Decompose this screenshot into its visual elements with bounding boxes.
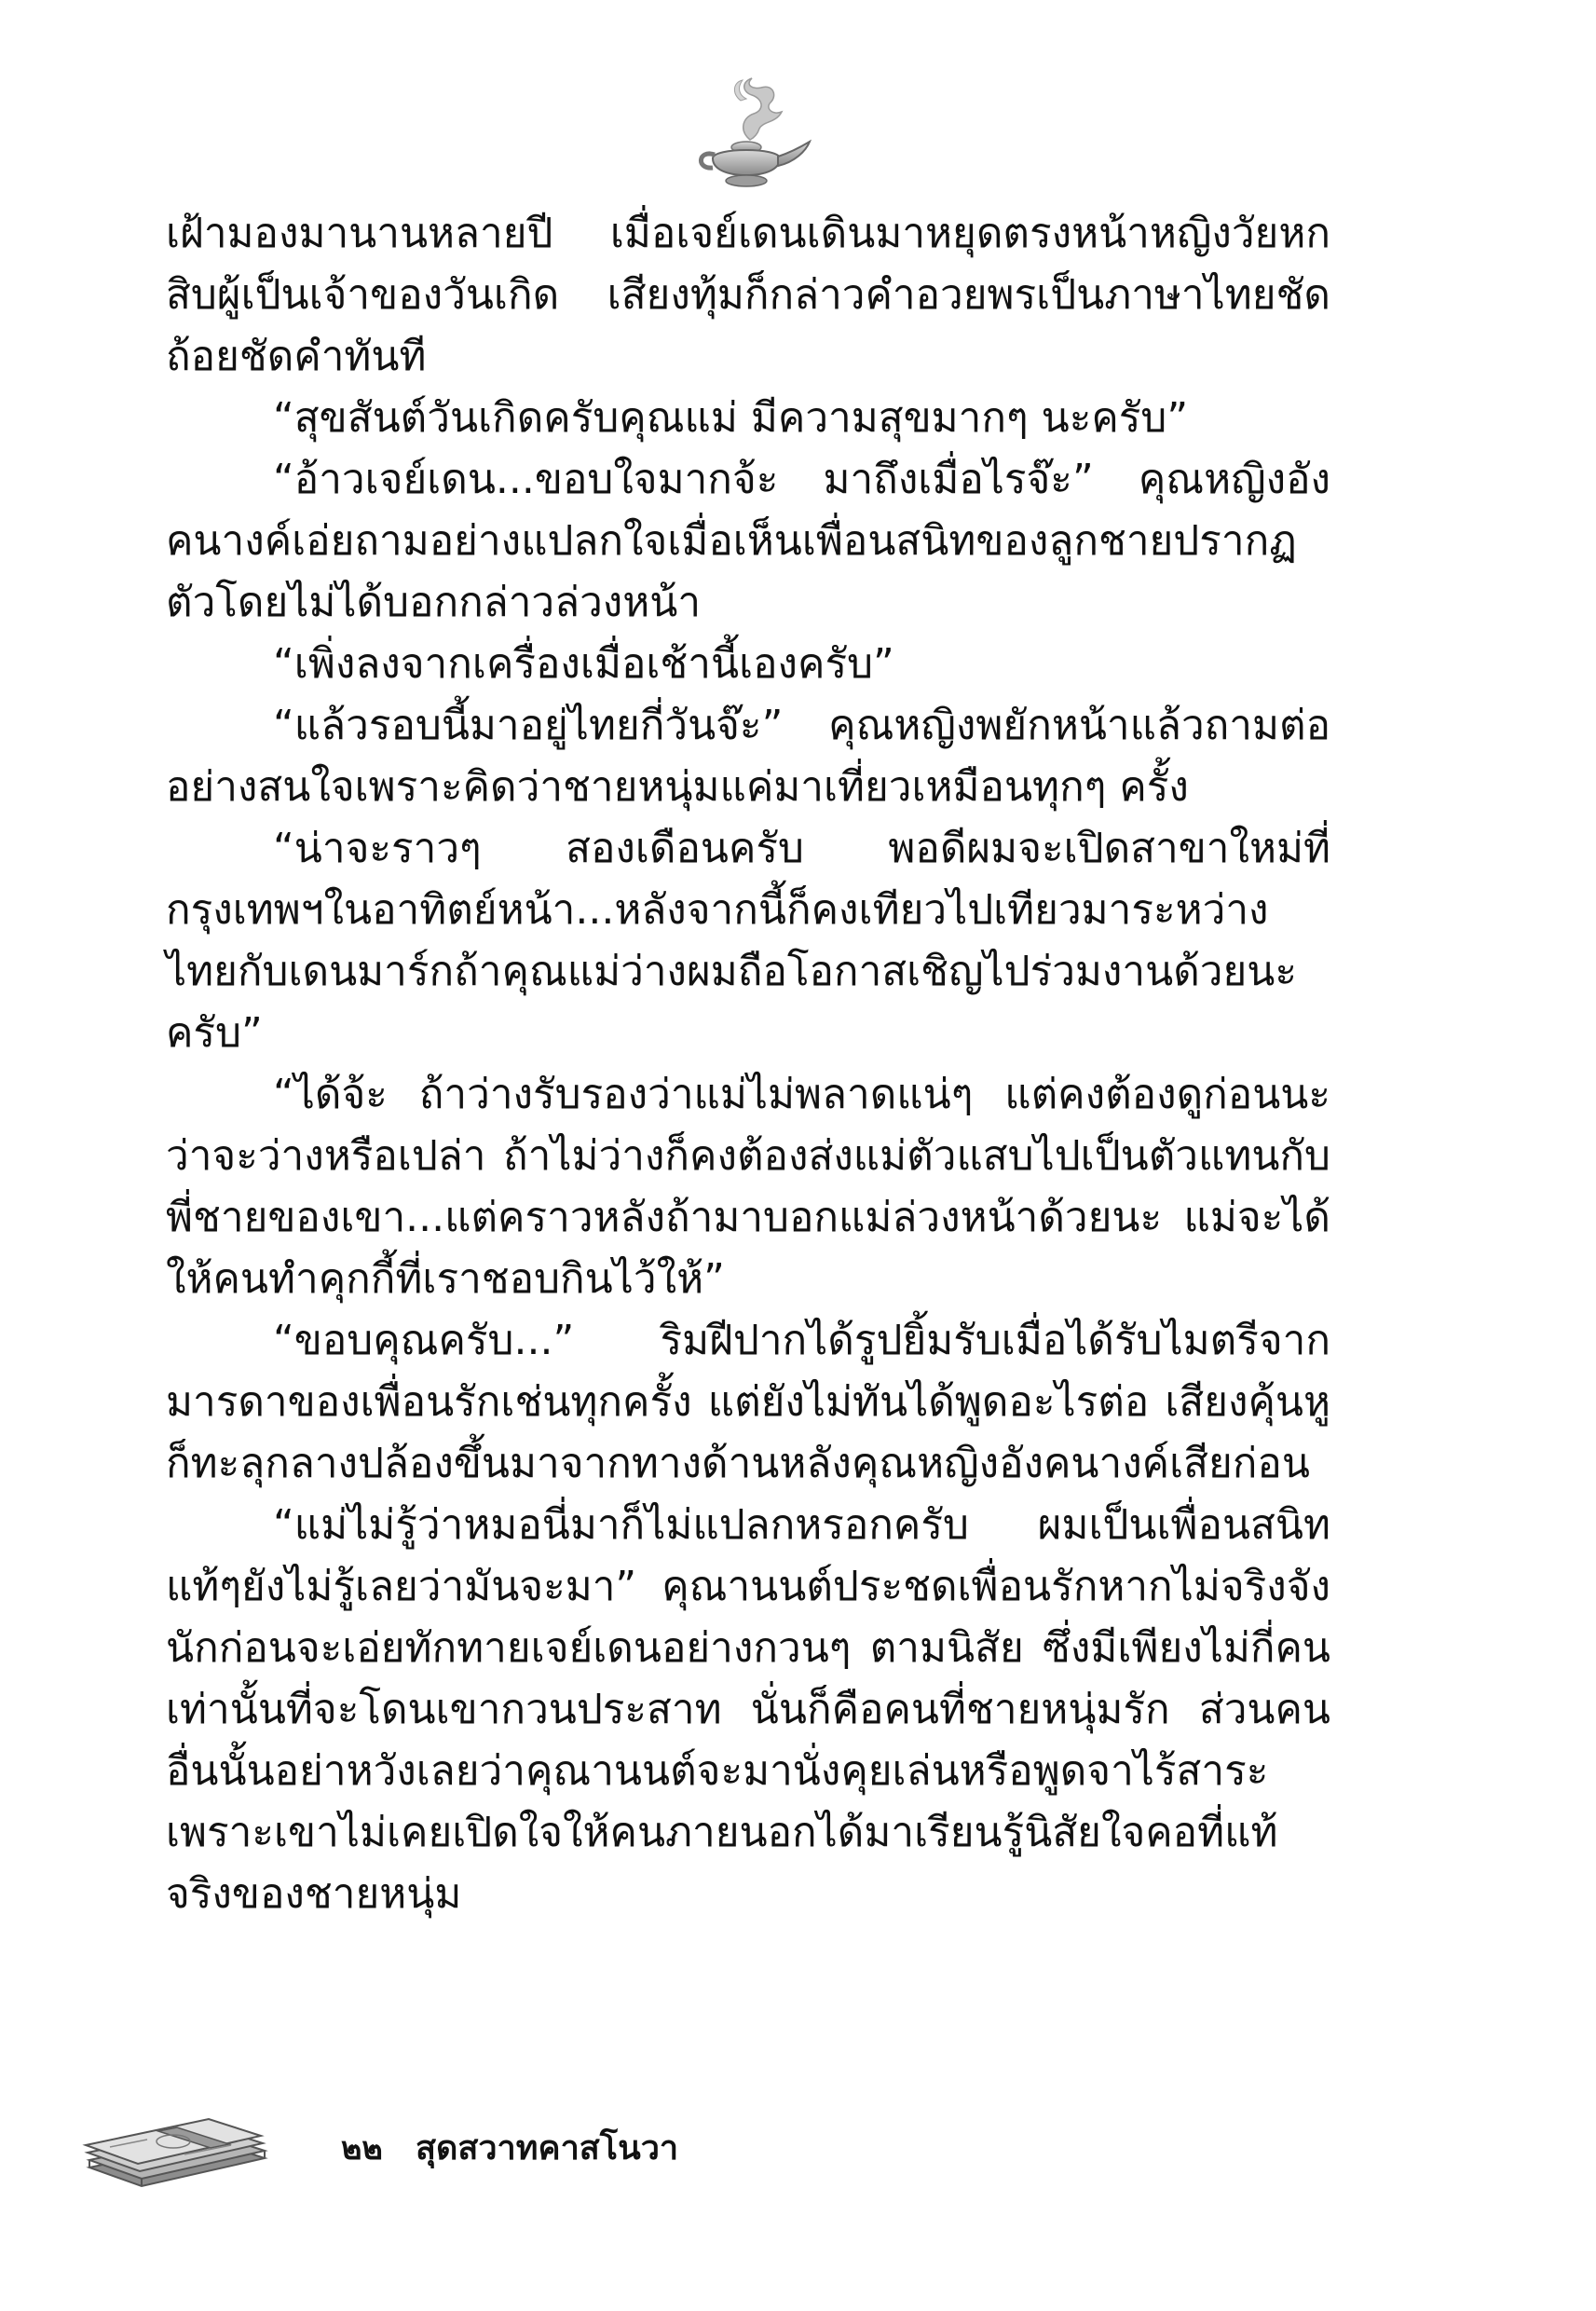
paragraph: “แม่ไม่รู้ว่าหมอนี่มาก็ไม่แปลกหรอกครับ ผมเป็นเพื่อนสนิทแท้ๆยังไม่รู้เลยว่ามันจะมา” คุณานนต์ประชดเพื่อนรักหากไม่จริงจังนักก่อนจะเอ่ยทักทายเจย์เดนอย่างกวนๆ ตามนิสัย ซึ่งมีเพียงไม่กี่คนเท่านั้นที่จะโดนเขากวนประสาท นั่นก็คือคนที่ชายหนุ่มรัก ส่วนคนอื่นนั้นอย่าหวังเลยว่าคุณานนต์จะมานั่งคุยเล่นหรือพูดจาไร้สาระ เพราะเขาไม่เคยเปิดใจให้คนภายนอกได้มาเรียนรู้นิสัยใจคอที่แท้จริงของชายหนุ่ม [166, 1501, 1330, 1918]
paragraph: “อ้าวเจย์เดน...ขอบใจมากจ้ะ มาถึงเมื่อไรจ๊ะ” คุณหญิงอังคนางค์เอ่ยถามอย่างแปลกใจเมื่อเห็นเพื่อนสนิทของลูกชายปรากฏตัวโดยไม่ได้บอกกล่าวล่วงหน้า [166, 456, 1330, 626]
page-number: ๒๒ [341, 2130, 383, 2167]
paragraph: “แล้วรอบนี้มาอยู่ไทยกี่วันจ๊ะ” คุณหญิงพยักหน้าแล้วถามต่ออย่างสนใจเพราะคิดว่าชายหนุ่มแค่มาเที่ยวเหมือนทุกๆ ครั้ง [166, 702, 1330, 811]
body-text [166, 203, 1330, 1925]
paragraph: “ขอบคุณครับ...” ริมฝีปากได้รูปยิ้มรับเมื่อได้รับไมตรีจากมารดาของเพื่อนรักเช่นทุกครั้ง แต่ยังไม่ทันได้พูดอะไรต่อ เสียงคุ้นหูก็ทะลุกลางปล้องขึ้นมาจากทางด้านหลังคุณหญิงอังคนางค์เสียก่อน [166, 1317, 1330, 1487]
paragraph: “น่าจะราวๆ สองเดือนครับ พอดีผมจะเปิดสาขาใหม่ที่กรุงเทพฯในอาทิตย์หน้า...หลังจากนี้ก็คงเทียวไปเทียวมาระหว่างไทยกับเดนมาร์กถ้าคุณแม่ว่างผมถือโอกาสเชิญไปร่วมงานด้วยนะครับ” [166, 825, 1330, 1057]
paragraph: “สุขสันต์วันเกิดครับคุณแม่ มีความสุขมากๆ นะครับ” [273, 394, 1189, 442]
paragraph: “เพิ่งลงจากเครื่องเมื่อเช้านี้เองครับ” [273, 640, 894, 688]
book-title: สุดสวาทคาสโนวา [416, 2129, 679, 2167]
page-footer [73, 2113, 911, 2188]
paragraph: เฝ้ามองมานานหลายปี เมื่อเจย์เดนเดินมาหยุดตรงหน้าหญิงวัยหกสิบผู้เป็นเจ้าของวันเกิด เสียงทุ้มก็กล่าวคำอวยพรเป็นภาษาไทยชัดถ้อยชัดคำทันที [166, 210, 1330, 380]
paragraph: “ได้จ้ะ ถ้าว่างรับรองว่าแม่ไม่พลาดแน่ๆ แต่คงต้องดูก่อนนะว่าจะว่างหรือเปล่า ถ้าไม่ว่างก็คงต้องส่งแม่ตัวแสบไปเป็นตัวแทนกับพี่ชายของเขา...แต่คราวหลังถ้ามาบอกแม่ล่วงหน้าด้วยนะ แม่จะได้ให้คนทำคุกกี้ที่เราชอบกินไว้ให้” [166, 1071, 1330, 1303]
genie-lamp-icon [685, 73, 815, 194]
money-stack-icon [73, 2113, 273, 2188]
